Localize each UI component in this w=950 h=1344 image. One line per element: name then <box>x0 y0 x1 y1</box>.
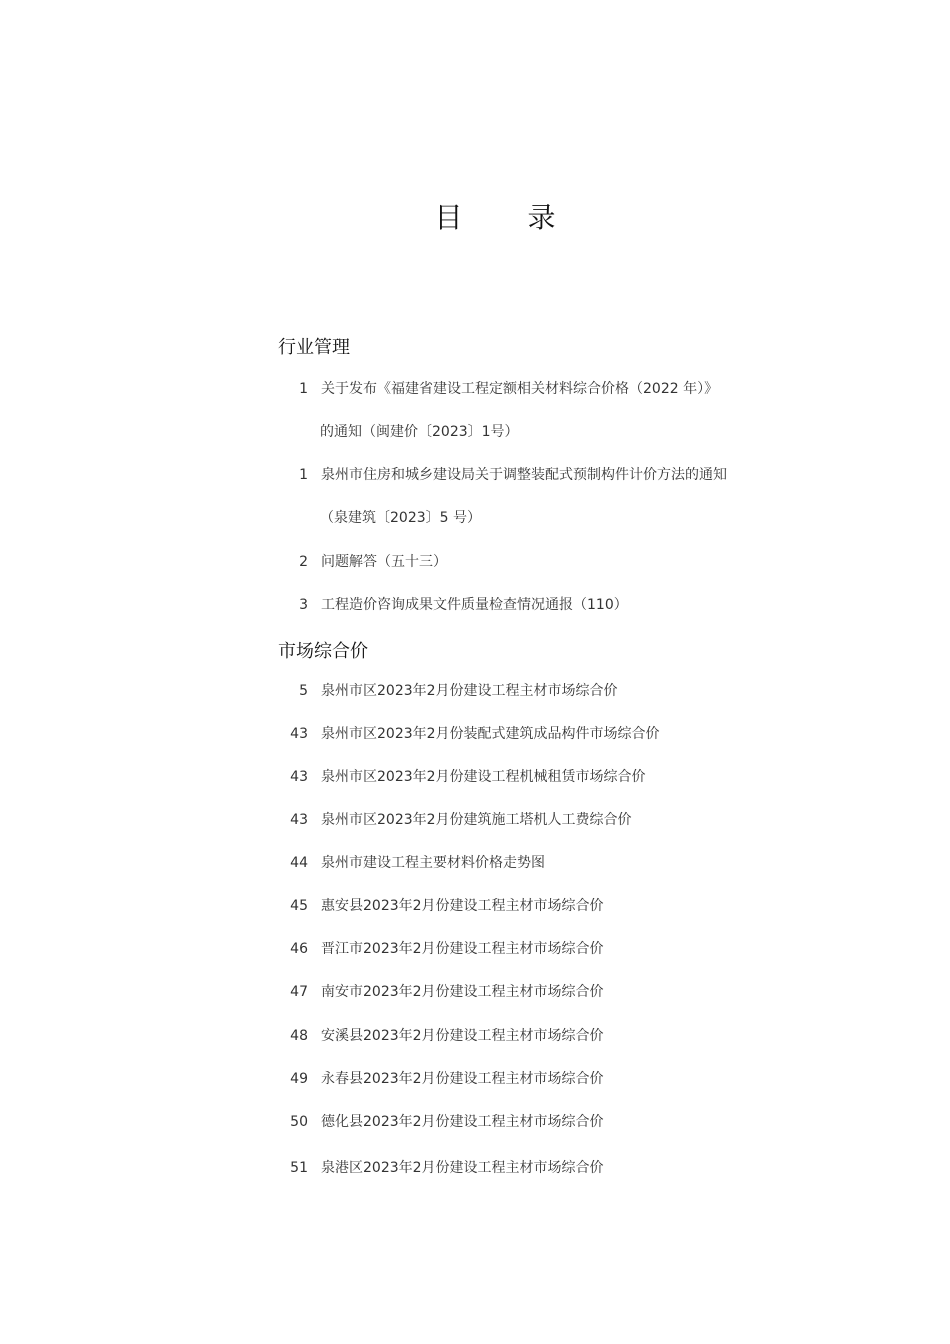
toc-entry-title: 关于发布《福建省建设工程定额相关材料综合价格（2022 年）》 <box>321 381 719 397</box>
toc-page-number: 1 <box>299 381 308 397</box>
toc-entry[interactable] <box>280 723 660 743</box>
toc-page-number: 1 <box>299 467 308 483</box>
toc-entry-title: 泉州市住房和城乡建设局关于调整装配式预制构件计价方法的通知 <box>321 467 727 483</box>
toc-entry[interactable] <box>280 594 628 614</box>
toc-entry-title: 安溪县2023年2月份建设工程主材市场综合价 <box>321 1028 604 1044</box>
page-title: 目 录 <box>434 201 584 234</box>
toc-entry-title: 问题解答（五十三） <box>321 554 447 570</box>
toc-entry-continuation[interactable]: （泉建筑〔2023〕5 号） <box>320 510 481 526</box>
toc-entry-title: 德化县2023年2月份建设工程主材市场综合价 <box>321 1114 604 1130</box>
toc-page-number: 47 <box>290 984 308 1000</box>
toc-page-number: 43 <box>290 726 308 742</box>
toc-entry[interactable] <box>280 1111 604 1131</box>
toc-entry[interactable] <box>280 551 447 571</box>
toc-page-number: 51 <box>290 1160 308 1176</box>
toc-entry-title: 永春县2023年2月份建设工程主材市场综合价 <box>321 1071 604 1087</box>
toc-page-number: 50 <box>290 1114 308 1130</box>
toc-entry-title: 泉州市区2023年2月份建设工程主材市场综合价 <box>321 683 618 699</box>
toc-entry-title: 南安市2023年2月份建设工程主材市场综合价 <box>321 984 604 1000</box>
toc-entry[interactable] <box>280 680 618 700</box>
toc-entry-title: 泉州市区2023年2月份装配式建筑成品构件市场综合价 <box>321 726 660 742</box>
toc-entry[interactable] <box>280 938 604 958</box>
toc-entry-title: 泉州市建设工程主要材料价格走势图 <box>321 855 545 871</box>
toc-entry[interactable] <box>280 1157 604 1177</box>
toc-entry[interactable] <box>280 809 632 829</box>
toc-entry[interactable] <box>280 1025 604 1045</box>
toc-entry-continuation[interactable]: 的通知（闽建价〔2023〕1号） <box>320 424 519 440</box>
section-heading-industry-management: 行业管理 <box>278 337 350 358</box>
toc-page-number: 43 <box>290 812 308 828</box>
toc-entry-title: 泉港区2023年2月份建设工程主材市场综合价 <box>321 1160 604 1176</box>
toc-page-number: 5 <box>299 683 308 699</box>
toc-page-number: 2 <box>299 554 308 570</box>
toc-entry[interactable] <box>280 378 718 398</box>
toc-entry[interactable] <box>280 895 604 915</box>
toc-entry-title: 晋江市2023年2月份建设工程主材市场综合价 <box>321 941 604 957</box>
toc-page-number: 44 <box>290 855 308 871</box>
toc-entry-title: 工程造价咨询成果文件质量检查情况通报（110） <box>321 597 628 613</box>
toc-page-number: 45 <box>290 898 308 914</box>
toc-page-number: 46 <box>290 941 308 957</box>
toc-entry-title: 泉州市区2023年2月份建设工程机械租赁市场综合价 <box>321 769 646 785</box>
toc-page-number: 49 <box>290 1071 308 1087</box>
toc-entry[interactable] <box>280 852 545 872</box>
toc-page-number: 48 <box>290 1028 308 1044</box>
toc-entry-title: 泉州市区2023年2月份建筑施工塔机人工费综合价 <box>321 812 632 828</box>
toc-page-number: 3 <box>299 597 308 613</box>
toc-entry[interactable] <box>280 766 646 786</box>
toc-entry[interactable] <box>280 1068 604 1088</box>
toc-entry[interactable] <box>280 981 604 1001</box>
toc-entry-title: 惠安县2023年2月份建设工程主材市场综合价 <box>321 898 604 914</box>
toc-entry[interactable] <box>280 464 727 484</box>
section-heading-market-price: 市场综合价 <box>278 641 368 662</box>
toc-page-number: 43 <box>290 769 308 785</box>
